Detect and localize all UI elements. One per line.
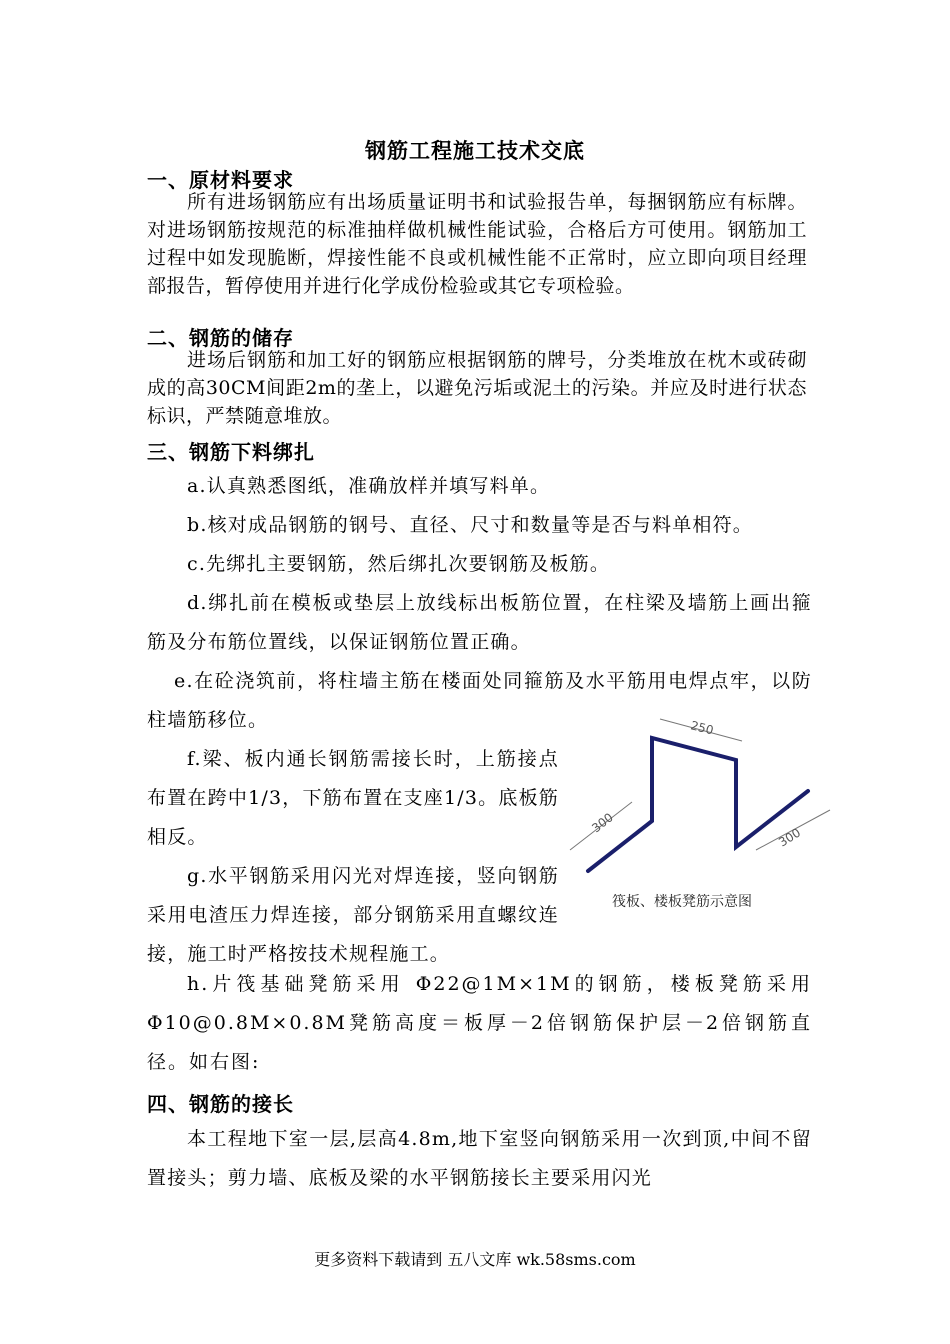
figure-caption: 筏板、楼板凳筋示意图 — [612, 894, 752, 910]
rebar-polyline — [588, 738, 808, 871]
section-heading-cutting: 三、钢筋下料绑扎 — [147, 440, 315, 464]
section-text-materials: 所有进场钢筋应有出场质量证明书和试验报告单，每捆钢筋应有标牌。对进场钢筋按规范的标准抽样做机械性能试验，合格后方可使用。钢筋加工过程中如发现脆断，焊接性能不良或机械性能不正常时，应立即向项目经理部报告，暂停使用并进行化学成份检验或其它专项检验。 — [147, 191, 807, 297]
list-item: h.片筏基础凳筋采用 Φ22@1M×1M的钢筋，楼板凳筋采用Φ10@0.8M×0.8M凳筋高度＝板厚－2倍钢筋保护层－2倍钢筋直径。如右图: — [147, 973, 812, 1073]
list-item — [147, 506, 753, 545]
section-heading-splicing: 四、钢筋的接长 — [147, 1092, 294, 1116]
list-item — [147, 545, 610, 584]
list-item: g.水平钢筋采用闪光对焊连接，竖向钢筋采用电渣压力焊连接，部分钢筋采用直螺纹连接，施工时严格按技术规程施工。 — [147, 865, 559, 965]
section-heading-materials: 一、原材料要求 — [147, 168, 294, 192]
document-title: 钢筋工程施工技术交底 — [365, 138, 585, 163]
list-item-text: a.认真熟悉图纸，准确放样并填写料单。 — [187, 475, 551, 497]
list-item-text: b.核对成品钢筋的钢号、直径、尺寸和数量等是否与料单相符。 — [187, 514, 754, 536]
dimension-label-left: 300 — [589, 810, 616, 836]
list-item-text: c.先绑扎主要钢筋，然后绑扎次要钢筋及板筋。 — [187, 553, 611, 575]
page-footer: 更多资料下载请到 五八文库 wk.58sms.com — [314, 1250, 636, 1269]
list-item — [147, 467, 550, 506]
list-item: e.在砼浇筑前，将柱墙主筋在楼面处同箍筋及水平筋用电焊点牢，以防柱墙筋移位。 — [147, 670, 812, 731]
section-text-splicing: 本工程地下室一层,层高4.8m,地下室竖向钢筋采用一次到顶,中间不留置接头；剪力墙、底板及梁的水平钢筋接长主要采用闪光 — [147, 1128, 812, 1189]
list-item: f.梁、板内通长钢筋需接长时，上筋接点布置在跨中1/3，下筋布置在支座1/3。底板筋相反。 — [147, 748, 559, 848]
dimension-label-top: 250 — [689, 718, 715, 738]
section-heading-storage: 二、钢筋的储存 — [147, 326, 294, 350]
list-item: d.绑扎前在模板或垫层上放线标出板筋位置，在柱梁及墙筋上画出箍筋及分布筋位置线，以保证钢筋位置正确。 — [147, 592, 812, 653]
rebar-shape — [588, 738, 808, 871]
dimension-label-right: 300 — [776, 825, 804, 850]
section-text-storage: 进场后钢筋和加工好的钢筋应根据钢筋的牌号，分类堆放在枕木或砖砌成的高30CM间距2m的垄上，以避免污垢或泥土的污染。并应及时进行状态标识，严禁随意堆放。 — [147, 349, 807, 427]
